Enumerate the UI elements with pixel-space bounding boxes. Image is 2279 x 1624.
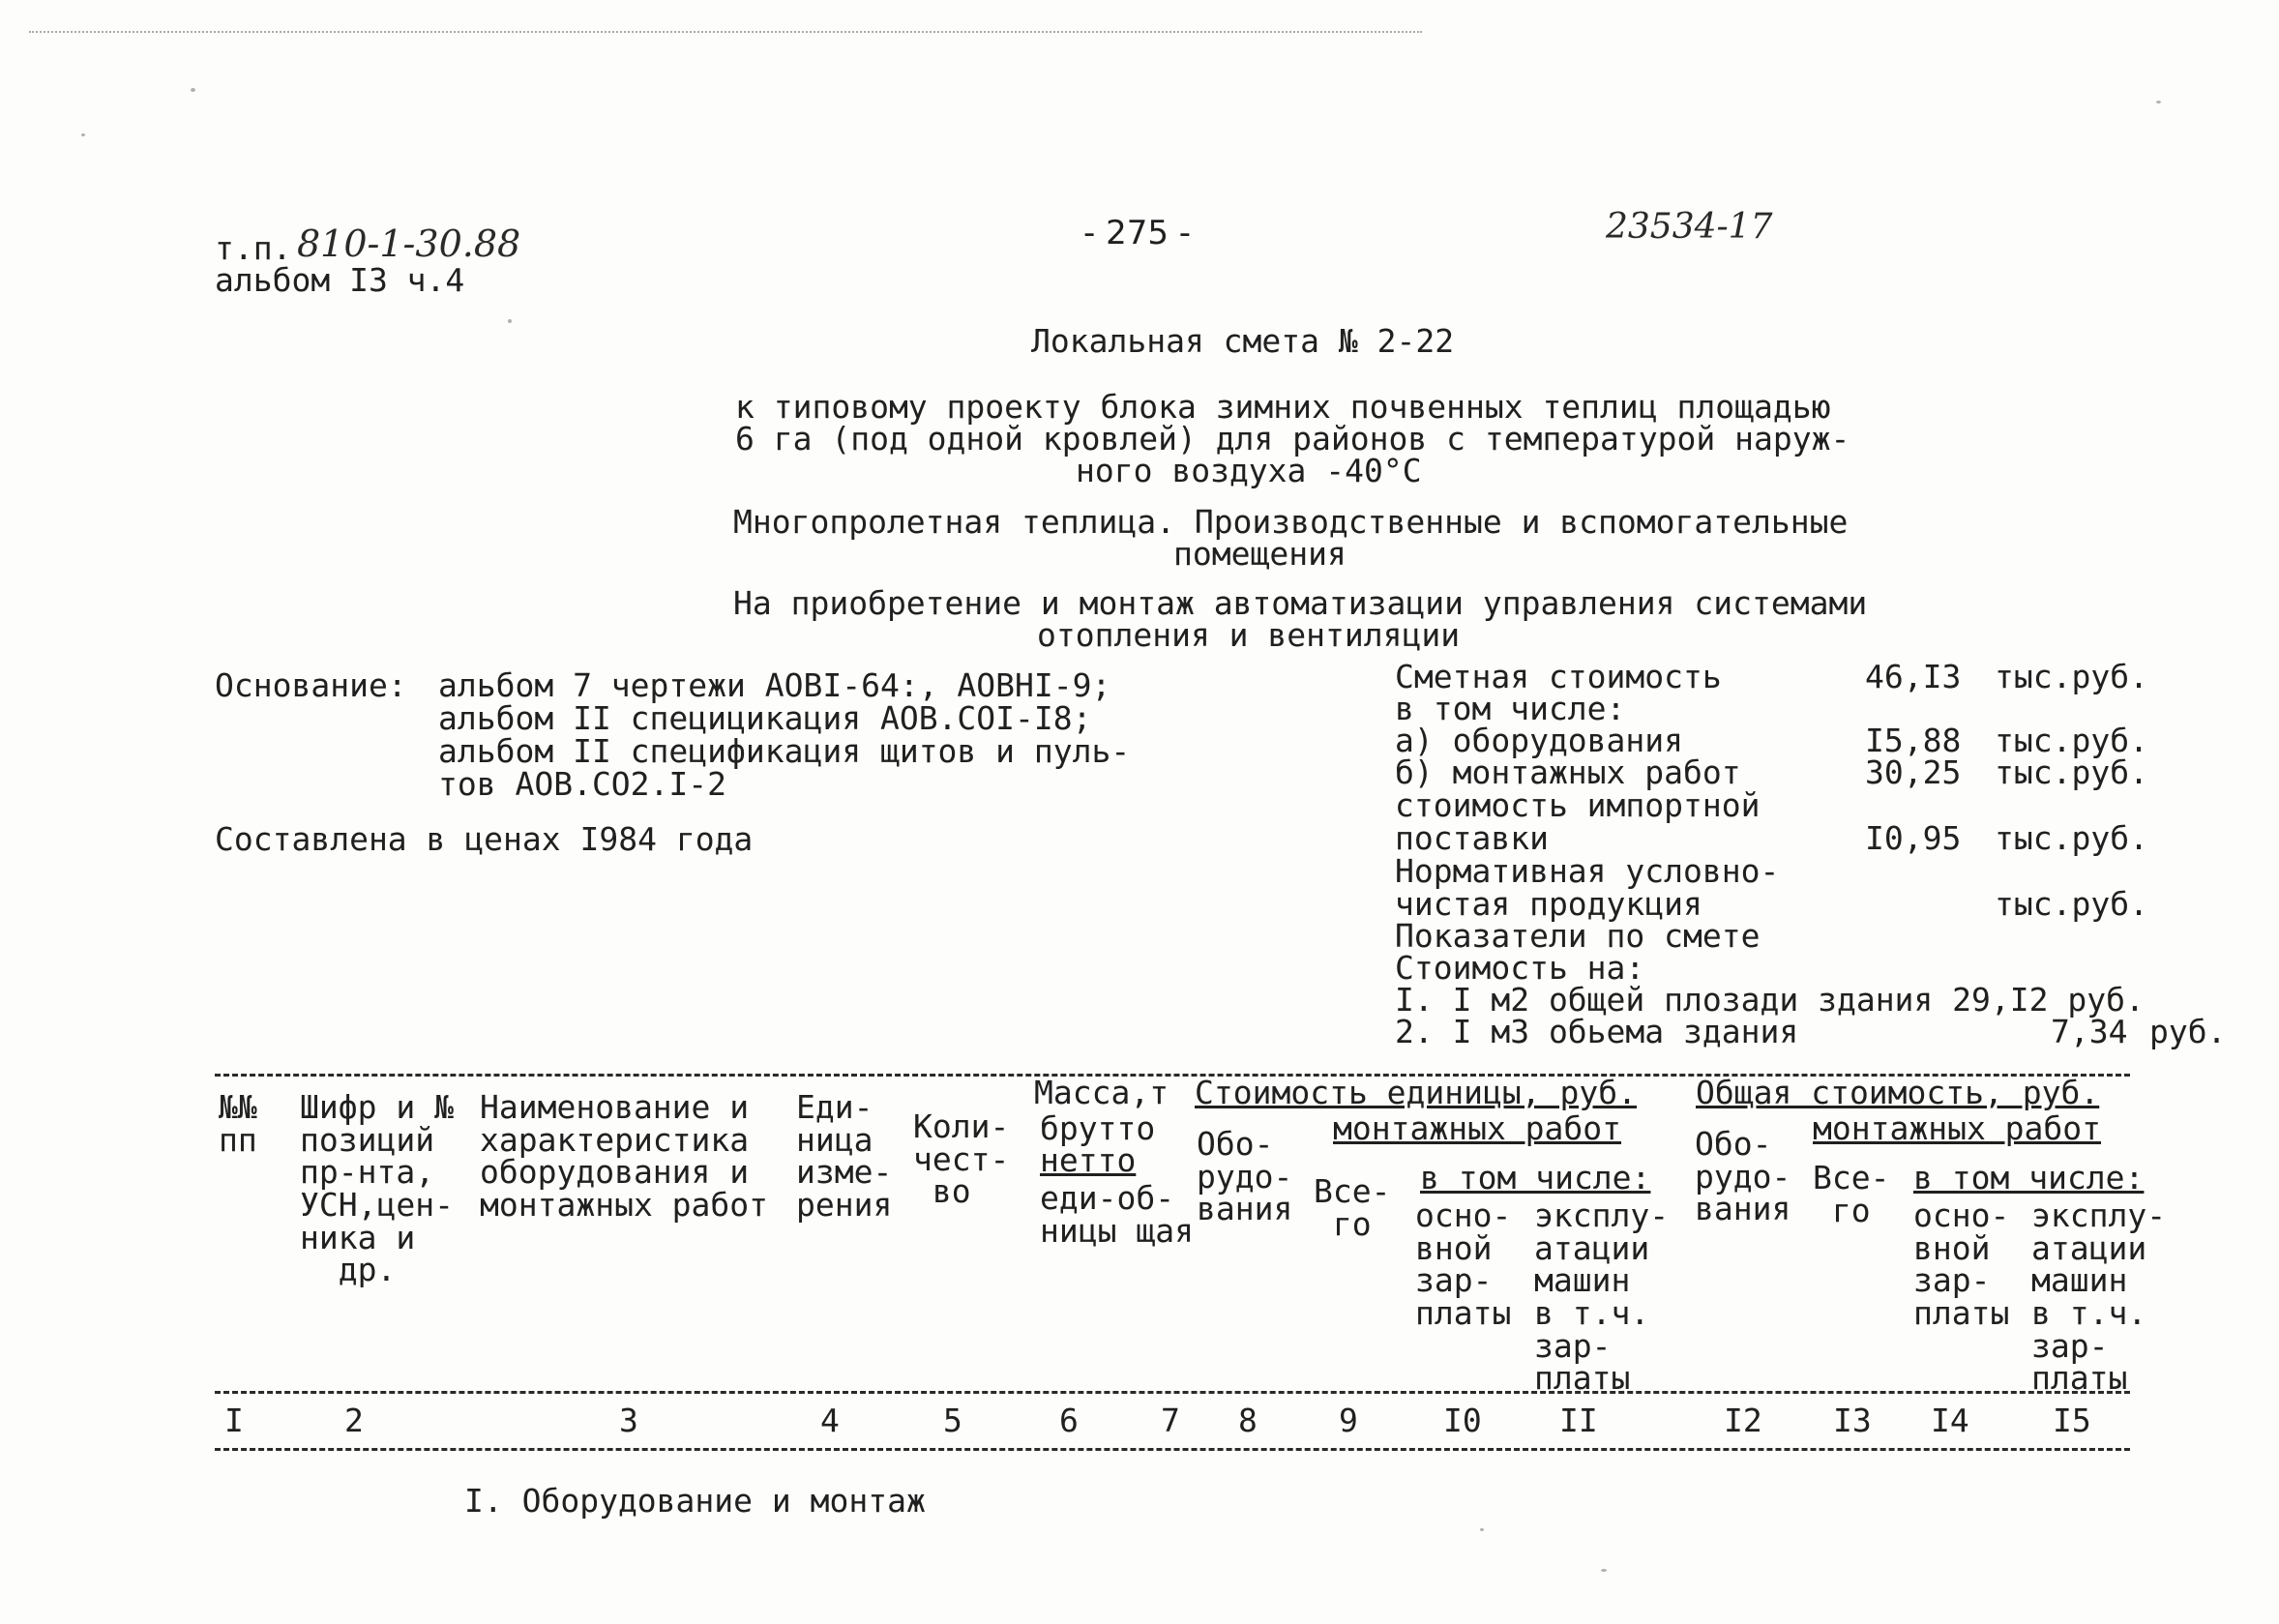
col-header-unit-machines: эксплу- атации машин в т.ч. зар- платы xyxy=(1534,1196,1670,1398)
summary-value: 46,I3 xyxy=(1865,658,1962,695)
summary-unit: тыс.руб. xyxy=(1995,819,2148,857)
basis-label: Основание: xyxy=(215,666,407,704)
col-header-unit-cost: Стоимость единицы, руб. xyxy=(1195,1074,1637,1111)
scan-speck xyxy=(81,133,85,136)
summary-unit: тыс.руб. xyxy=(1995,885,2148,923)
column-number: I2 xyxy=(1724,1402,1762,1439)
col-header-name: Наименование и характеристика оборудования и монтажных работ xyxy=(480,1088,769,1224)
column-number: 2 xyxy=(344,1402,364,1439)
archive-number: 23534-17 xyxy=(1606,207,1773,247)
scan-speck xyxy=(1480,1528,1484,1531)
summary-label: Показатели по смете xyxy=(1395,917,1761,955)
col-header-unit: Еди- ница изме- рения xyxy=(796,1088,893,1224)
column-number: I4 xyxy=(1931,1402,1969,1439)
summary-label: чистая продукция xyxy=(1395,885,1702,923)
col-header-total-equipment: Обо- рудо- вания xyxy=(1695,1125,1791,1228)
purpose-line: отопления и вентиляции xyxy=(1037,616,1461,654)
col-header-total-cost: Общая стоимость, руб. xyxy=(1696,1074,2100,1111)
summary-value: 30,25 xyxy=(1865,753,1962,791)
col-header-mass-unit: еди-об- ницы щая xyxy=(1040,1179,1194,1250)
col-header-total-mounting: монтажных работ xyxy=(1813,1109,2102,1147)
col-header-code: Шифр и № позиций пр-нта, УСН,цен- ника и др. xyxy=(300,1088,454,1289)
column-number: I xyxy=(224,1402,244,1439)
project-code-prefix: т.п. xyxy=(215,229,292,267)
estimate-title: Локальная смета № 2-22 xyxy=(1031,322,1455,360)
column-number: I5 xyxy=(2053,1402,2091,1439)
basis-line: альбом II спецификация щитов и пуль- xyxy=(438,732,1131,770)
col-header-total-incl: в том числе: xyxy=(1913,1159,2145,1196)
summary-unit: руб. xyxy=(2149,1013,2227,1050)
col-header-unit-mounting: монтажных работ xyxy=(1333,1109,1622,1147)
scan-speck xyxy=(1601,1569,1607,1572)
table-header-bottom-rule xyxy=(215,1391,2130,1394)
summary-label: б) монтажных работ xyxy=(1395,753,1741,791)
summary-label: а) оборудования xyxy=(1395,722,1684,759)
summary-value: I0,95 xyxy=(1865,819,1962,857)
column-number: 7 xyxy=(1161,1402,1180,1439)
scan-speck xyxy=(508,319,512,323)
scan-speck xyxy=(191,88,195,92)
col-header-mass: Масса,т xyxy=(1034,1074,1169,1111)
table-numbers-bottom-rule xyxy=(215,1448,2130,1451)
col-header-mass-gross: брутто xyxy=(1040,1109,1156,1147)
column-number: 5 xyxy=(943,1402,962,1439)
summary-unit: тыс.руб. xyxy=(1995,658,2148,695)
column-number: 8 xyxy=(1238,1402,1258,1439)
col-header-quantity: Коли- чест- во xyxy=(913,1107,1010,1211)
summary-value: 7,34 xyxy=(2051,1013,2128,1050)
subject-line: 6 га (под одной кровлей) для районов с температурой наруж- xyxy=(735,420,1850,458)
purpose-line: На приобретение и монтаж автоматизации управления системами xyxy=(733,584,1868,622)
summary-label: стоимость импортной xyxy=(1395,786,1761,824)
summary-label: Нормативная условно- xyxy=(1395,852,1780,890)
album-label: альбом I3 ч.4 xyxy=(215,261,465,299)
summary-value: I5,88 xyxy=(1865,722,1962,759)
col-header-mass-net: нетто xyxy=(1040,1141,1137,1179)
col-header-total-machines: эксплу- атации машин в т.ч. зар- платы xyxy=(2031,1196,2167,1398)
col-header-unit-total: Все- го xyxy=(1314,1172,1391,1243)
building-line: помещения xyxy=(1173,535,1347,573)
col-header-total-total: Все- го xyxy=(1813,1159,1890,1229)
summary-unit: тыс.руб. xyxy=(1995,753,2148,791)
column-number: 3 xyxy=(619,1402,638,1439)
summary-label: Сметная стоимость xyxy=(1395,658,1722,695)
summary-label: 2. I м3 обьема здания xyxy=(1395,1013,1799,1050)
project-code: 810-1-30.88 xyxy=(297,222,521,265)
section-title: I. Оборудование и монтаж xyxy=(464,1482,926,1520)
column-number: 4 xyxy=(820,1402,840,1439)
column-number: 6 xyxy=(1059,1402,1079,1439)
summary-unit: тыс.руб. xyxy=(1995,722,2148,759)
col-header-total-base-pay: осно- вной зар- платы xyxy=(1913,1196,2010,1332)
summary-label: I. I м2 общей плозади здания 29,I2 руб. xyxy=(1395,981,2145,1019)
column-number: I3 xyxy=(1833,1402,1872,1439)
subject-line: к типовому проекту блока зимних почвенных теплиц площадью xyxy=(735,388,1831,426)
summary-label: в том числе: xyxy=(1395,690,1626,727)
summary-label: поставки xyxy=(1395,819,1549,857)
scan-speck xyxy=(2156,101,2161,103)
basis-line: тов АОВ.СО2.I-2 xyxy=(438,765,727,803)
col-header-unit-incl: в том числе: xyxy=(1420,1159,1651,1196)
column-number: II xyxy=(1559,1402,1598,1439)
col-header-unit-equipment: Обо- рудо- вания xyxy=(1197,1125,1293,1228)
col-header-number: №№ пп xyxy=(219,1088,257,1159)
price-level: Составлена в ценах I984 года xyxy=(215,820,754,858)
column-number: 9 xyxy=(1339,1402,1358,1439)
col-header-unit-base-pay: осно- вной зар- платы xyxy=(1415,1196,1512,1332)
subject-line: ного воздуха -40°С xyxy=(1076,452,1422,489)
page-number: - 275 - xyxy=(1083,214,1192,252)
building-line: Многопролетная теплица. Производственные и вспомогательные xyxy=(733,503,1849,541)
basis-line: альбом 7 чертежи АОВI-64:, АОВНI-9; xyxy=(438,666,1111,704)
column-number: I0 xyxy=(1443,1402,1482,1439)
basis-line: альбом II специцикация АОВ.СОI-I8; xyxy=(438,699,1092,737)
summary-label: Стоимость на: xyxy=(1395,949,1645,987)
scan-edge-line xyxy=(29,31,1422,33)
